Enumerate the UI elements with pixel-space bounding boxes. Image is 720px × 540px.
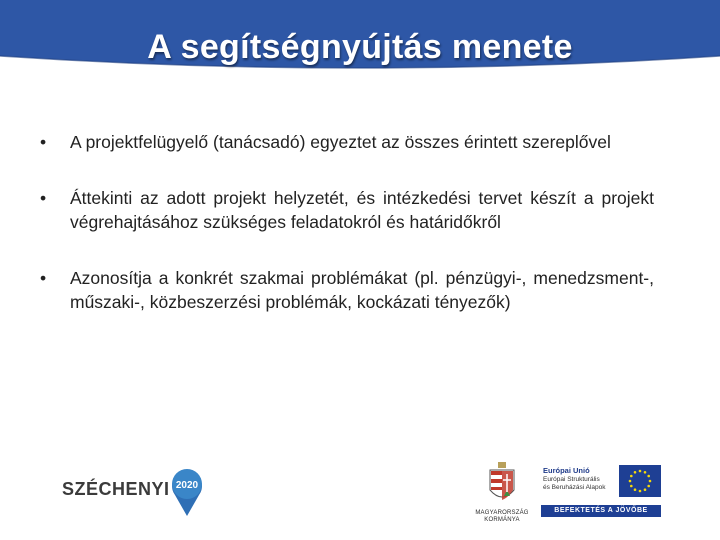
szechenyi-year: 2020 bbox=[175, 480, 199, 491]
bullet-item bbox=[40, 186, 654, 234]
bullet-list bbox=[40, 130, 654, 346]
eu-slogan-bar: BEFEKTETÉS A JÖVŐBE bbox=[541, 505, 661, 517]
bullet-item bbox=[40, 266, 654, 314]
bullet-text: Áttekinti az adott projekt helyzetét, és intézkedési tervet készít a projekt végrehajtásához szükséges feladatokról és határidőkről bbox=[70, 188, 654, 232]
bullet-item bbox=[40, 130, 654, 154]
crest-label bbox=[472, 510, 532, 524]
eu-fund-line2: és Beruházási Alapok bbox=[543, 484, 606, 491]
bullet-text: Azonosítja a konkrét szakmai problémákat (pl. pénzügyi-, menedzsment-, műszaki-, közbeszerzési problémák, kockázati tényezők) bbox=[70, 268, 654, 312]
szechenyi-text: SZÉCHENYI bbox=[62, 479, 170, 499]
eu-union-label: Európai Unió bbox=[543, 466, 590, 475]
eu-logo bbox=[541, 465, 661, 519]
title-banner bbox=[0, 0, 720, 80]
szechenyi-pin-icon bbox=[170, 467, 204, 517]
eu-fund-line1: Európai Strukturális bbox=[543, 475, 600, 483]
crest-label-line1: MAGYARORSZÁG bbox=[475, 510, 529, 516]
eu-flag-icon bbox=[619, 465, 661, 497]
slide-title: A segítségnyújtás menete bbox=[147, 28, 573, 66]
eu-text-block bbox=[543, 467, 615, 493]
bullet-marker: • bbox=[40, 188, 47, 208]
coat-of-arms-icon bbox=[472, 460, 532, 508]
bullet-marker: • bbox=[40, 132, 47, 152]
crest-label-line2: KORMÁNYA bbox=[484, 517, 520, 523]
hungarian-government-crest bbox=[472, 460, 532, 530]
szechenyi-logo bbox=[62, 467, 204, 517]
bullet-text: A projektfelügyelő (tanácsadó) egyeztet az összes érintett szereplővel bbox=[70, 132, 611, 152]
eu-stars-icon bbox=[619, 465, 661, 497]
bullet-marker: • bbox=[40, 268, 47, 288]
footer-logos bbox=[0, 455, 720, 540]
